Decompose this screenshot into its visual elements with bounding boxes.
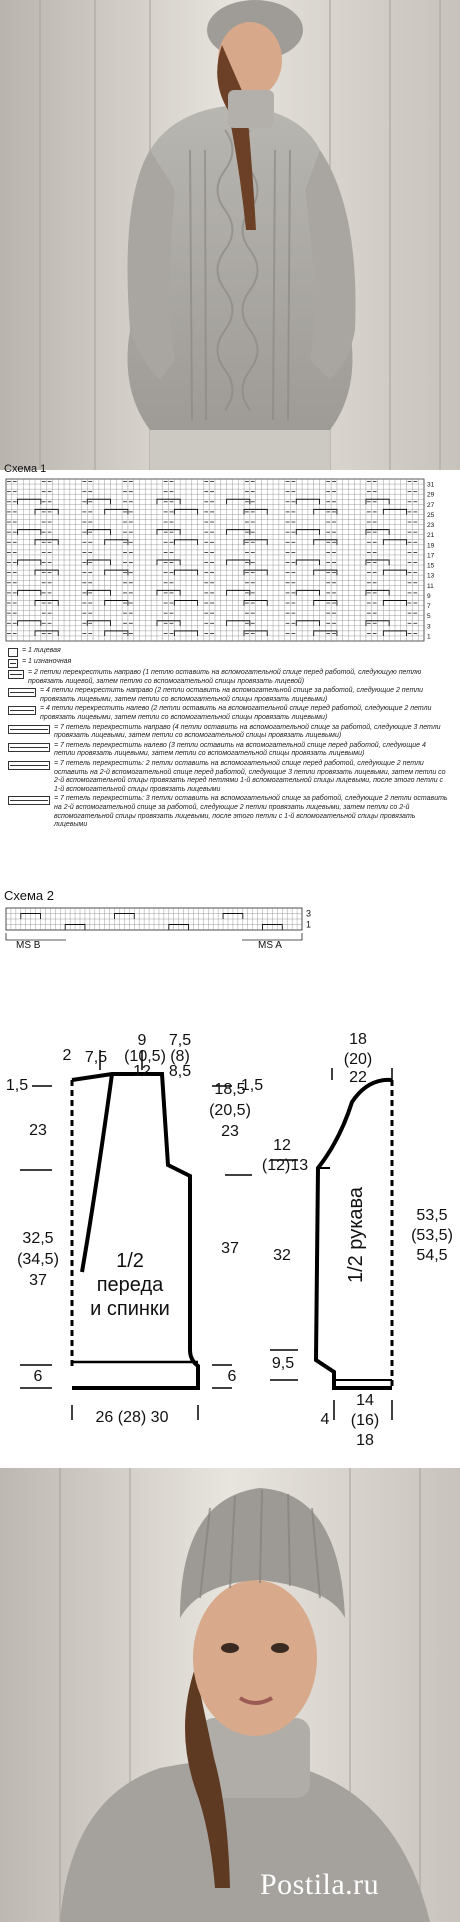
body-right-armhole-c: 23 bbox=[221, 1123, 239, 1140]
schema2-row-number: 3 bbox=[306, 908, 312, 919]
schema2-gridlines bbox=[6, 908, 302, 930]
body-left-bottom: 6 bbox=[33, 1368, 43, 1385]
schema1-row-numbers bbox=[427, 482, 435, 641]
schema2-brackets bbox=[6, 933, 302, 940]
schema2-grid bbox=[4, 906, 440, 956]
body-bottom-width: 26 (28) 30 bbox=[95, 1409, 169, 1426]
sleeve-right-c: 54,5 bbox=[416, 1247, 448, 1264]
sleeve-bottom-cuff: 4 bbox=[320, 1411, 330, 1428]
legend-text: = 4 петли перекрестить направо (2 петли оставить на вспомогательной спице за работой, следующие 2 петли провязать лицевыми, затем петли со вспомогательной спицы провязать лицевыми) bbox=[40, 687, 423, 703]
sleeve-top-c: 22 bbox=[349, 1069, 367, 1086]
schema2-row-numbers bbox=[306, 909, 311, 930]
legend-item-c7l bbox=[8, 742, 448, 759]
schema1-row-number: 13 bbox=[427, 572, 435, 580]
body-top-width-b: (10,5) bbox=[124, 1048, 166, 1065]
body-label-line1: 1/2 bbox=[116, 1250, 144, 1272]
sleeve-bottom-c: 18 bbox=[356, 1432, 374, 1449]
legend-symbol-c7b-icon bbox=[8, 796, 50, 805]
schema1-grid bbox=[4, 477, 440, 645]
legend-text: = 1 лицевая bbox=[22, 647, 61, 654]
pattern-diagram bbox=[0, 1031, 460, 1470]
schema1-row-number: 11 bbox=[427, 582, 434, 590]
sleeve-left-length: 32 bbox=[273, 1247, 291, 1264]
legend-item-c2 bbox=[8, 669, 448, 686]
schema1-row-number: 31 bbox=[427, 481, 435, 489]
body-left-side-b: (34,5) bbox=[17, 1251, 59, 1268]
body-label-line2: переда bbox=[96, 1274, 164, 1296]
sleeve-bottom-b: (16) bbox=[350, 1412, 380, 1429]
legend-symbol-c7r-icon bbox=[8, 725, 50, 734]
legend-symbol-c7a-icon bbox=[8, 761, 50, 770]
schema1-title: Схема 1 bbox=[4, 463, 47, 475]
sleeve-right-b: (53,5) bbox=[411, 1227, 453, 1244]
bottom-model-photo bbox=[0, 1468, 460, 1922]
legend-text: = 7 петель перекрестить направо (4 петли оставить на вспомогательной спице за работой, следующие 3 петли провязать лицевыми, затем петли со вспомогательной спицы провязать лицевыми) bbox=[54, 723, 441, 740]
legend-text: = 4 петли перекрестить налево (2 петли оставить на вспомогательной спице перед работой, следующие 2 петли провязать лицевыми, затем петли со вспомогательной спицы провязать лицевыми) bbox=[40, 705, 432, 721]
schema2-chart bbox=[4, 906, 440, 956]
legend-symbol-knit-icon bbox=[8, 648, 18, 657]
body-left-shoulder: 1,5 bbox=[5, 1077, 29, 1094]
legend-item-c4r bbox=[8, 687, 448, 704]
body-left-side-a: 32,5 bbox=[22, 1230, 54, 1247]
sleeve-top-a: 18 bbox=[349, 1031, 367, 1048]
schema1-row-number: 9 bbox=[427, 592, 431, 600]
body-top-neck: 7,5 bbox=[84, 1049, 108, 1066]
legend-symbol-c4l-icon bbox=[8, 706, 36, 715]
body-top-left-small: 2 bbox=[62, 1047, 72, 1064]
schema1-row-number: 3 bbox=[427, 623, 431, 631]
body-right-armhole-a: 18,5 bbox=[214, 1081, 246, 1098]
schema1-row-number: 1 bbox=[427, 633, 431, 641]
schema2-row-number: 1 bbox=[306, 919, 312, 930]
sleeve-right-a: 53,5 bbox=[416, 1207, 448, 1224]
legend-text: = 7 петель перекрестить налево (3 петли оставить на вспомогательной спице перед работой, следующие 4 петли провязать лицевыми, затем петли со вспомогательной спицы провязать лицевыми) bbox=[54, 741, 426, 758]
body-left-neck-depth: 23 bbox=[29, 1122, 47, 1139]
body-top-width-a: 9 bbox=[137, 1032, 147, 1049]
legend-item-purl bbox=[8, 658, 448, 668]
legend-item-c7b bbox=[8, 795, 448, 829]
body-label-line3: и спинки bbox=[90, 1298, 170, 1320]
body-top-right-a: 7,5 bbox=[168, 1032, 192, 1049]
schema1-chart bbox=[4, 477, 440, 645]
schema1-row-number: 29 bbox=[427, 491, 435, 499]
legend bbox=[8, 647, 448, 831]
legend-symbol-c4r-icon bbox=[8, 688, 36, 697]
schema1-row-number: 19 bbox=[427, 542, 435, 550]
schema1-row-number: 25 bbox=[427, 511, 435, 519]
legend-symbol-c2-icon bbox=[8, 670, 24, 679]
legend-text: = 2 петли перекрестить направо (1 петлю оставить на вспомогательной спице перед работой, следующую петлю провязать лицевой, затем петлю со вспомогательной спицы провязать лицевой) bbox=[28, 669, 422, 685]
legend-item-c4l bbox=[8, 705, 448, 722]
schema2-label-msb: MS B bbox=[16, 940, 41, 951]
sleeve-label: 1/2 рукава bbox=[345, 1186, 367, 1284]
sleeve-bottom-a: 14 bbox=[356, 1392, 374, 1409]
legend-item-knit bbox=[8, 647, 448, 657]
schema1-row-number: 21 bbox=[427, 532, 435, 540]
legend-text: = 7 петель перекрестить: 2 петли оставить на вспомогательной спице перед работой, следующие 2 петли оставить на 2-й вспомогательной спице перед работой, следующие 3 петли провязать лицевыми, затем петли со 2-й вспомогательной спицы провязать перед петлями 1-й вспомогательной спицы лицевыми, после этого петли с 1-й вспомогательной спицы провязать лицевыми bbox=[54, 759, 446, 793]
watermark-logo: Postila.ru bbox=[260, 1868, 380, 1901]
schema1-row-number: 17 bbox=[427, 552, 435, 560]
legend-symbol-purl-icon bbox=[8, 659, 18, 668]
legend-text: = 7 петель перекрестить: 3 петли оставить на вспомогательной спице за работой, следующие 2 петли оставить на 2-й вспомогательной спице за работой, следующие 2 петли провязать лицевыми, затем петли со 2-й вспомогательной спицы провязать лицевыми, после этого петли с 1-й вспомогательной спицы провязать лицевыми bbox=[54, 795, 448, 829]
schema1-row-number: 27 bbox=[427, 501, 435, 509]
sleeve-left-cuff: 9,5 bbox=[271, 1355, 295, 1372]
body-right-bottom: 6 bbox=[227, 1368, 237, 1385]
body-top-right-b: (8) bbox=[170, 1048, 190, 1065]
schema2-title: Схема 2 bbox=[4, 888, 54, 903]
legend-text: = 1 изнаночная bbox=[22, 658, 72, 665]
body-right-armhole-b: (20,5) bbox=[209, 1102, 251, 1119]
body-right-shoulder: 1,5 bbox=[240, 1077, 264, 1094]
schema1-row-number: 5 bbox=[427, 613, 431, 621]
legend-item-c7r bbox=[8, 724, 448, 741]
schema2-label-msa: MS A bbox=[258, 940, 282, 951]
body-top-width-c: 12 bbox=[133, 1063, 151, 1080]
top-model-photo bbox=[0, 0, 460, 470]
sleeve-top-b: (20) bbox=[343, 1051, 373, 1068]
sleeve-left-cap-a: 12 bbox=[273, 1137, 291, 1154]
legend-item-c7a bbox=[8, 760, 448, 794]
schema1-row-number: 7 bbox=[427, 603, 431, 611]
body-right-side: 37 bbox=[221, 1240, 239, 1257]
legend-symbol-c7l-icon bbox=[8, 743, 50, 752]
body-top-right-c: 8,5 bbox=[168, 1063, 192, 1080]
schema1-row-number: 15 bbox=[427, 562, 435, 570]
sleeve-left-cap-b: (12)13 bbox=[261, 1157, 309, 1174]
body-left-side-c: 37 bbox=[29, 1272, 47, 1289]
schema1-row-number: 23 bbox=[427, 522, 435, 530]
